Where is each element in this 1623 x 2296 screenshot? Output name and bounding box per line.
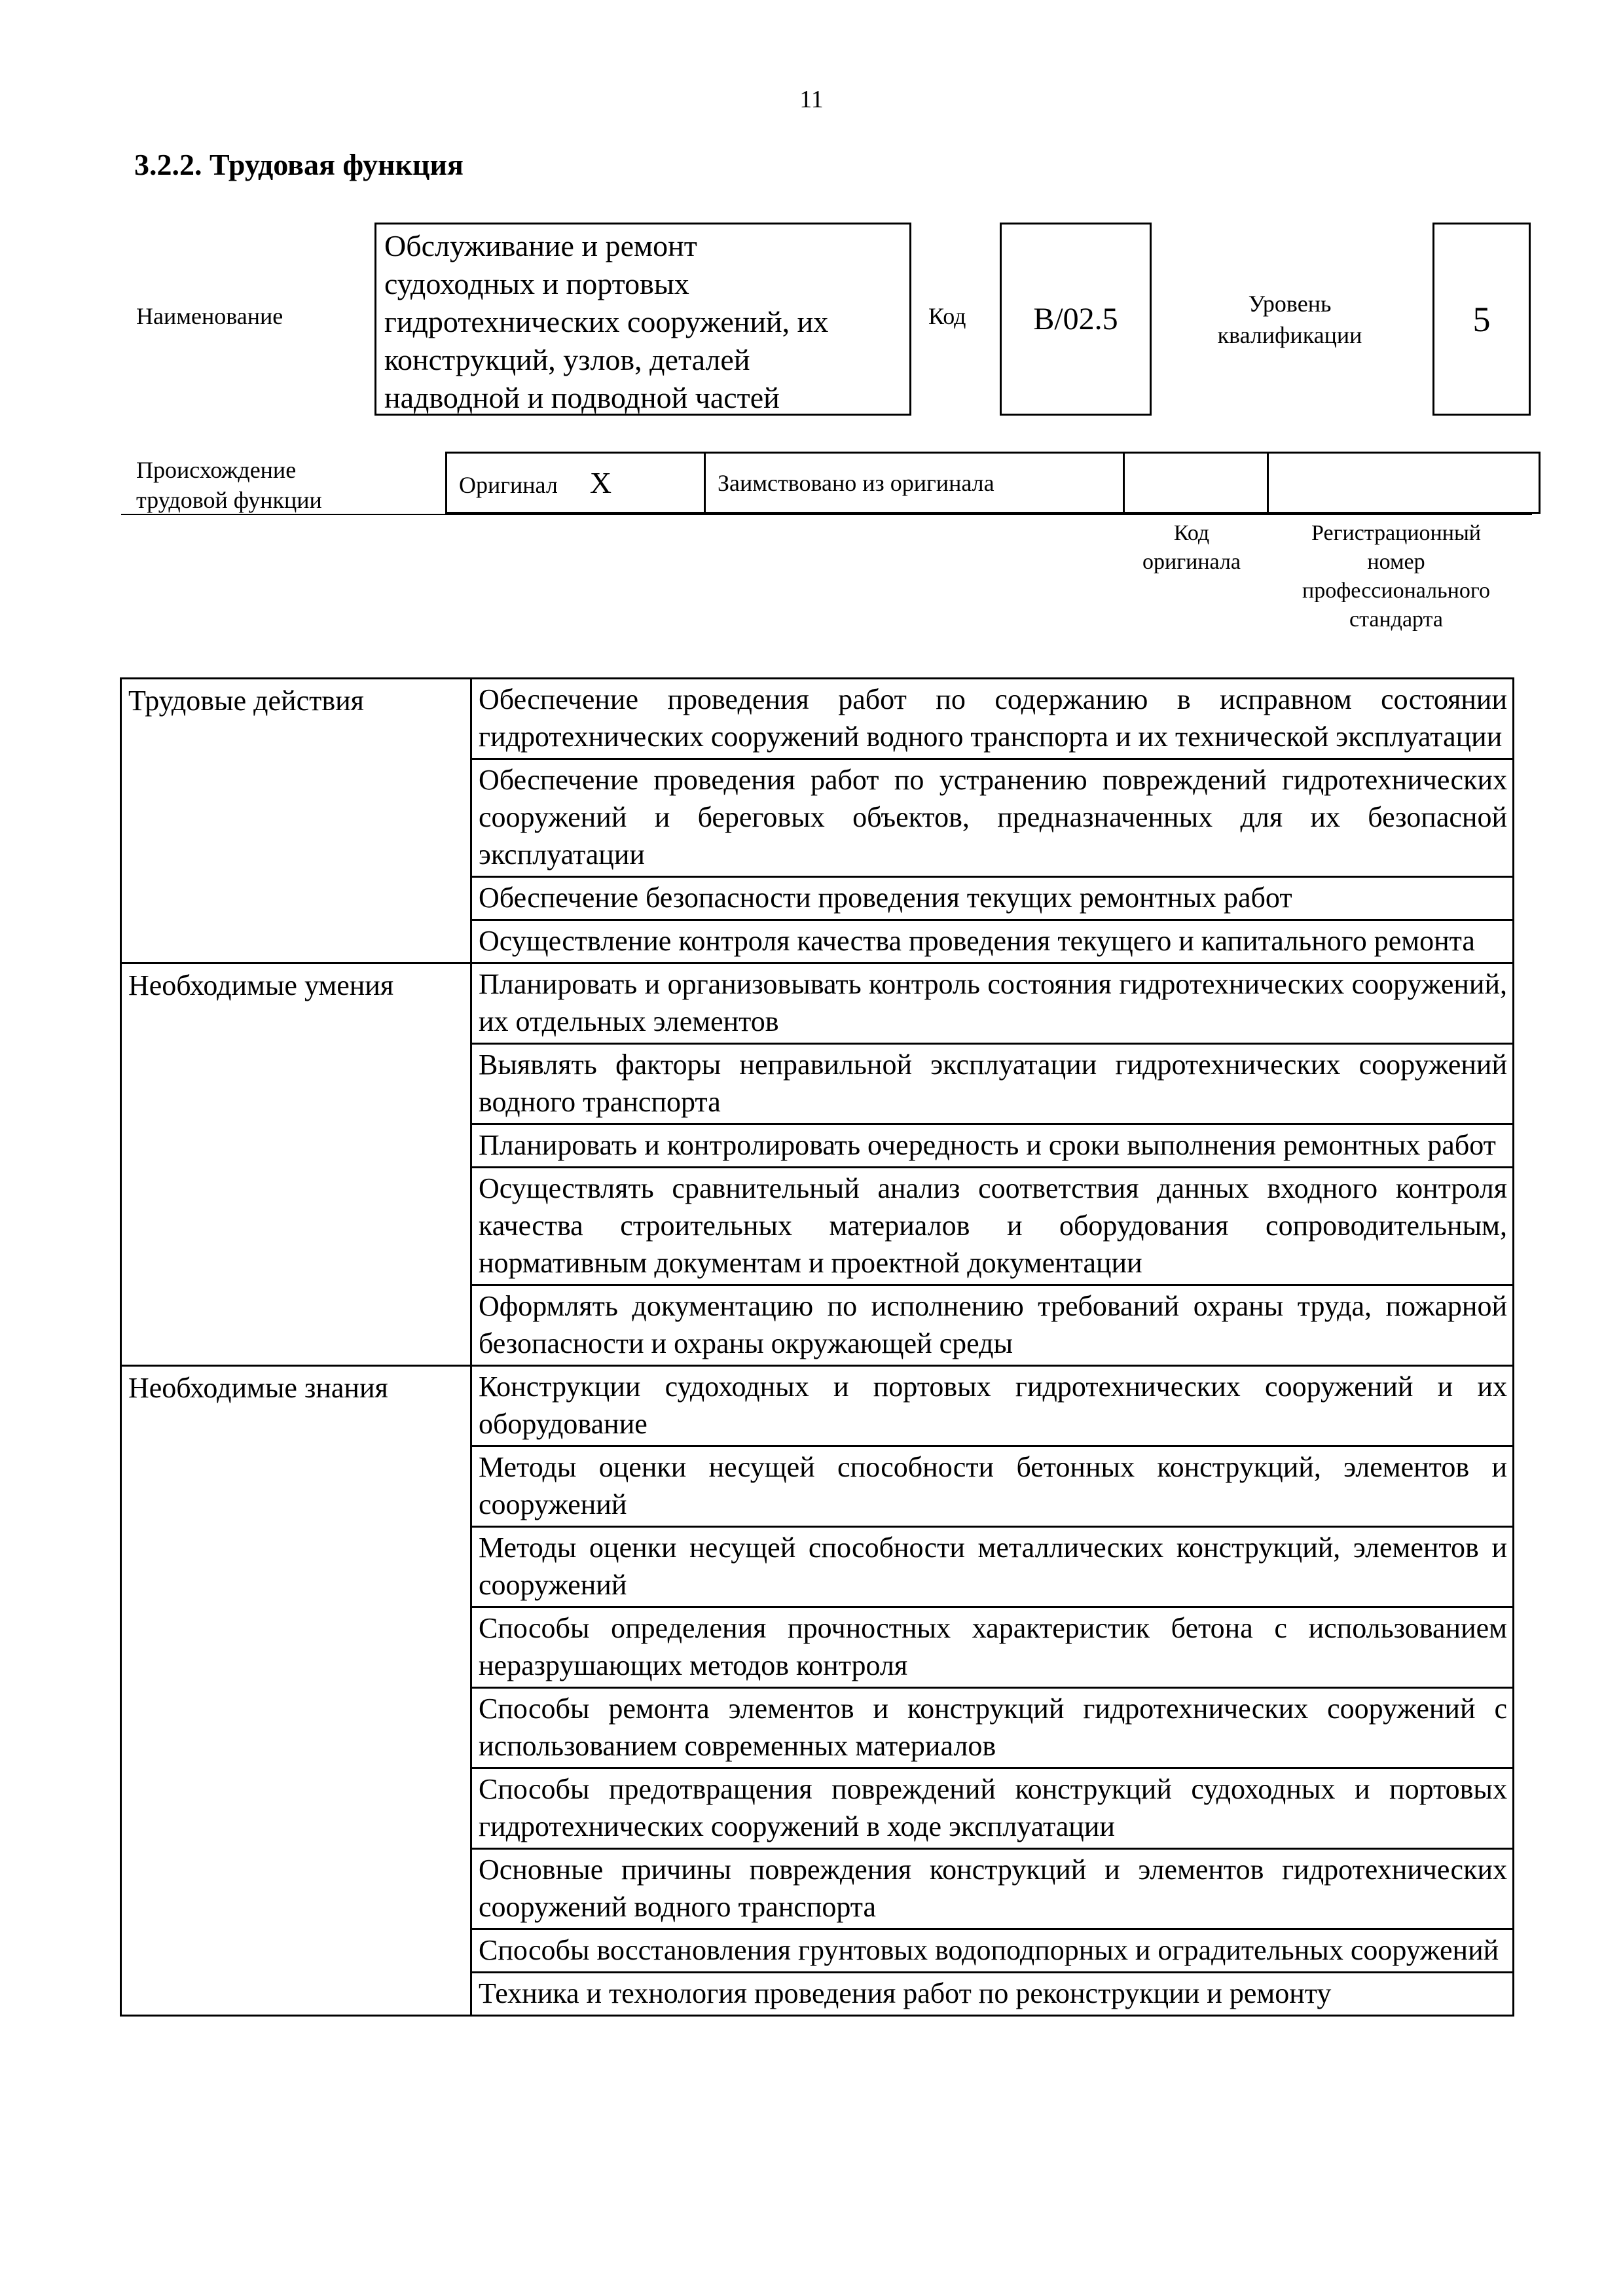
name-value-box [374, 223, 911, 416]
level-value: 5 [1472, 299, 1491, 339]
table-row [121, 1366, 1514, 1446]
name-value-line: надводной и подводной частей [384, 381, 780, 414]
section-title-required-knowledge: Необходимые знания [121, 1366, 471, 2016]
name-value-line: судоходных и портовых [384, 267, 689, 300]
name-value-line: гидротехнических сооружений, их [384, 305, 829, 338]
table-cell: Техника и технология проведения работ по реконструкции и ремонту [471, 1973, 1514, 2016]
function-details-table [120, 677, 1514, 2017]
table-cell: Обеспечение проведения работ по содержанию в исправном состоянии гидротехнических сооружений водного транспорта и их технической эксплуатации [471, 679, 1514, 759]
original-label: Оригинал [459, 472, 558, 498]
origin-table [445, 452, 1541, 514]
table-cell: Способы определения прочностных характеристик бетона с использованием неразрушающих методов контроля [471, 1607, 1514, 1688]
origin-label [136, 455, 322, 515]
name-value-line: конструкций, узлов, деталей [384, 343, 750, 376]
caption-line: профессионального [1302, 579, 1490, 603]
code-label: Код [928, 303, 966, 329]
table-cell: Оформлять документацию по исполнению требований охраны труда, пожарной безопасности и охраны окружающей среды [471, 1285, 1514, 1366]
origin-label-line: трудовой функции [136, 487, 322, 513]
table-cell: Основные причины повреждения конструкций и элементов гидротехнических сооружений водного транспорта [471, 1849, 1514, 1929]
level-label-line: Уровень [1248, 291, 1332, 317]
table-cell: Обеспечение проведения работ по устранению повреждений гидротехнических сооружений и береговых объектов, предназначенных для их безопасной эксплуатации [471, 759, 1514, 877]
caption-line: номер [1367, 550, 1425, 574]
table-cell: Способы ремонта элементов и конструкций гидротехнических сооружений с использованием современных материалов [471, 1688, 1514, 1768]
table-row [121, 679, 1514, 759]
code-value-box [1000, 223, 1152, 416]
caption-line: Регистрационный [1311, 521, 1481, 545]
caption-line: стандарта [1349, 607, 1443, 632]
reg-number-caption [1260, 519, 1532, 634]
caption-line: Код [1173, 521, 1210, 545]
section-title-required-skills: Необходимые умения [121, 963, 471, 1366]
level-label-line: квалификации [1217, 322, 1362, 348]
section-title: 3.2.2. Трудовая функция [134, 148, 464, 181]
table-cell: Конструкции судоходных и портовых гидротехнических сооружений и их оборудование [471, 1366, 1514, 1446]
table-cell: Осуществлять сравнительный анализ соответствия данных входного контроля качества строительных материалов и оборудования сопроводительным, нормативным документам и проектной документации [471, 1168, 1514, 1285]
table-cell: Обеспечение безопасности проведения текущих ремонтных работ [471, 877, 1514, 920]
table-cell: Планировать и организовывать контроль состояния гидротехнических сооружений, их отдельных элементов [471, 963, 1514, 1044]
caption-line: оригинала [1142, 550, 1241, 574]
table-cell: Методы оценки несущей способности металлических конструкций, элементов и сооружений [471, 1527, 1514, 1607]
code-original-caption [1113, 519, 1270, 577]
table-cell: Выявлять факторы неправильной эксплуатации гидротехнических сооружений водного транспорта [471, 1044, 1514, 1124]
table-cell: Способы восстановления грунтовых водоподпорных и оградительных сооружений [471, 1929, 1514, 1973]
code-original-cell [1124, 453, 1268, 513]
table-cell: Методы оценки несущей способности бетонных конструкций, элементов и сооружений [471, 1446, 1514, 1527]
table-cell: Осуществление контроля качества проведения текущего и капитального ремонта [471, 920, 1514, 963]
level-label [1178, 288, 1401, 351]
reg-number-cell [1268, 453, 1540, 513]
table-cell: Способы предотвращения повреждений конструкций судоходных и портовых гидротехнических сооружений в ходе эксплуатации [471, 1768, 1514, 1849]
name-value-line: Обслуживание и ремонт [384, 229, 697, 262]
origin-underline [121, 514, 1532, 515]
original-mark: X [589, 466, 612, 499]
original-cell [447, 453, 705, 513]
table-cell: Планировать и контролировать очередность и сроки выполнения ремонтных работ [471, 1124, 1514, 1168]
page-number: 11 [799, 86, 824, 113]
origin-label-line: Происхождение [136, 457, 297, 483]
section-title-labor-actions: Трудовые действия [121, 679, 471, 963]
name-label: Наименование [136, 303, 283, 329]
level-value-box [1432, 223, 1531, 416]
borrowed-cell: Заимствовано из оригинала [705, 453, 1124, 513]
table-row [121, 963, 1514, 1044]
code-value: B/02.5 [1033, 302, 1118, 336]
